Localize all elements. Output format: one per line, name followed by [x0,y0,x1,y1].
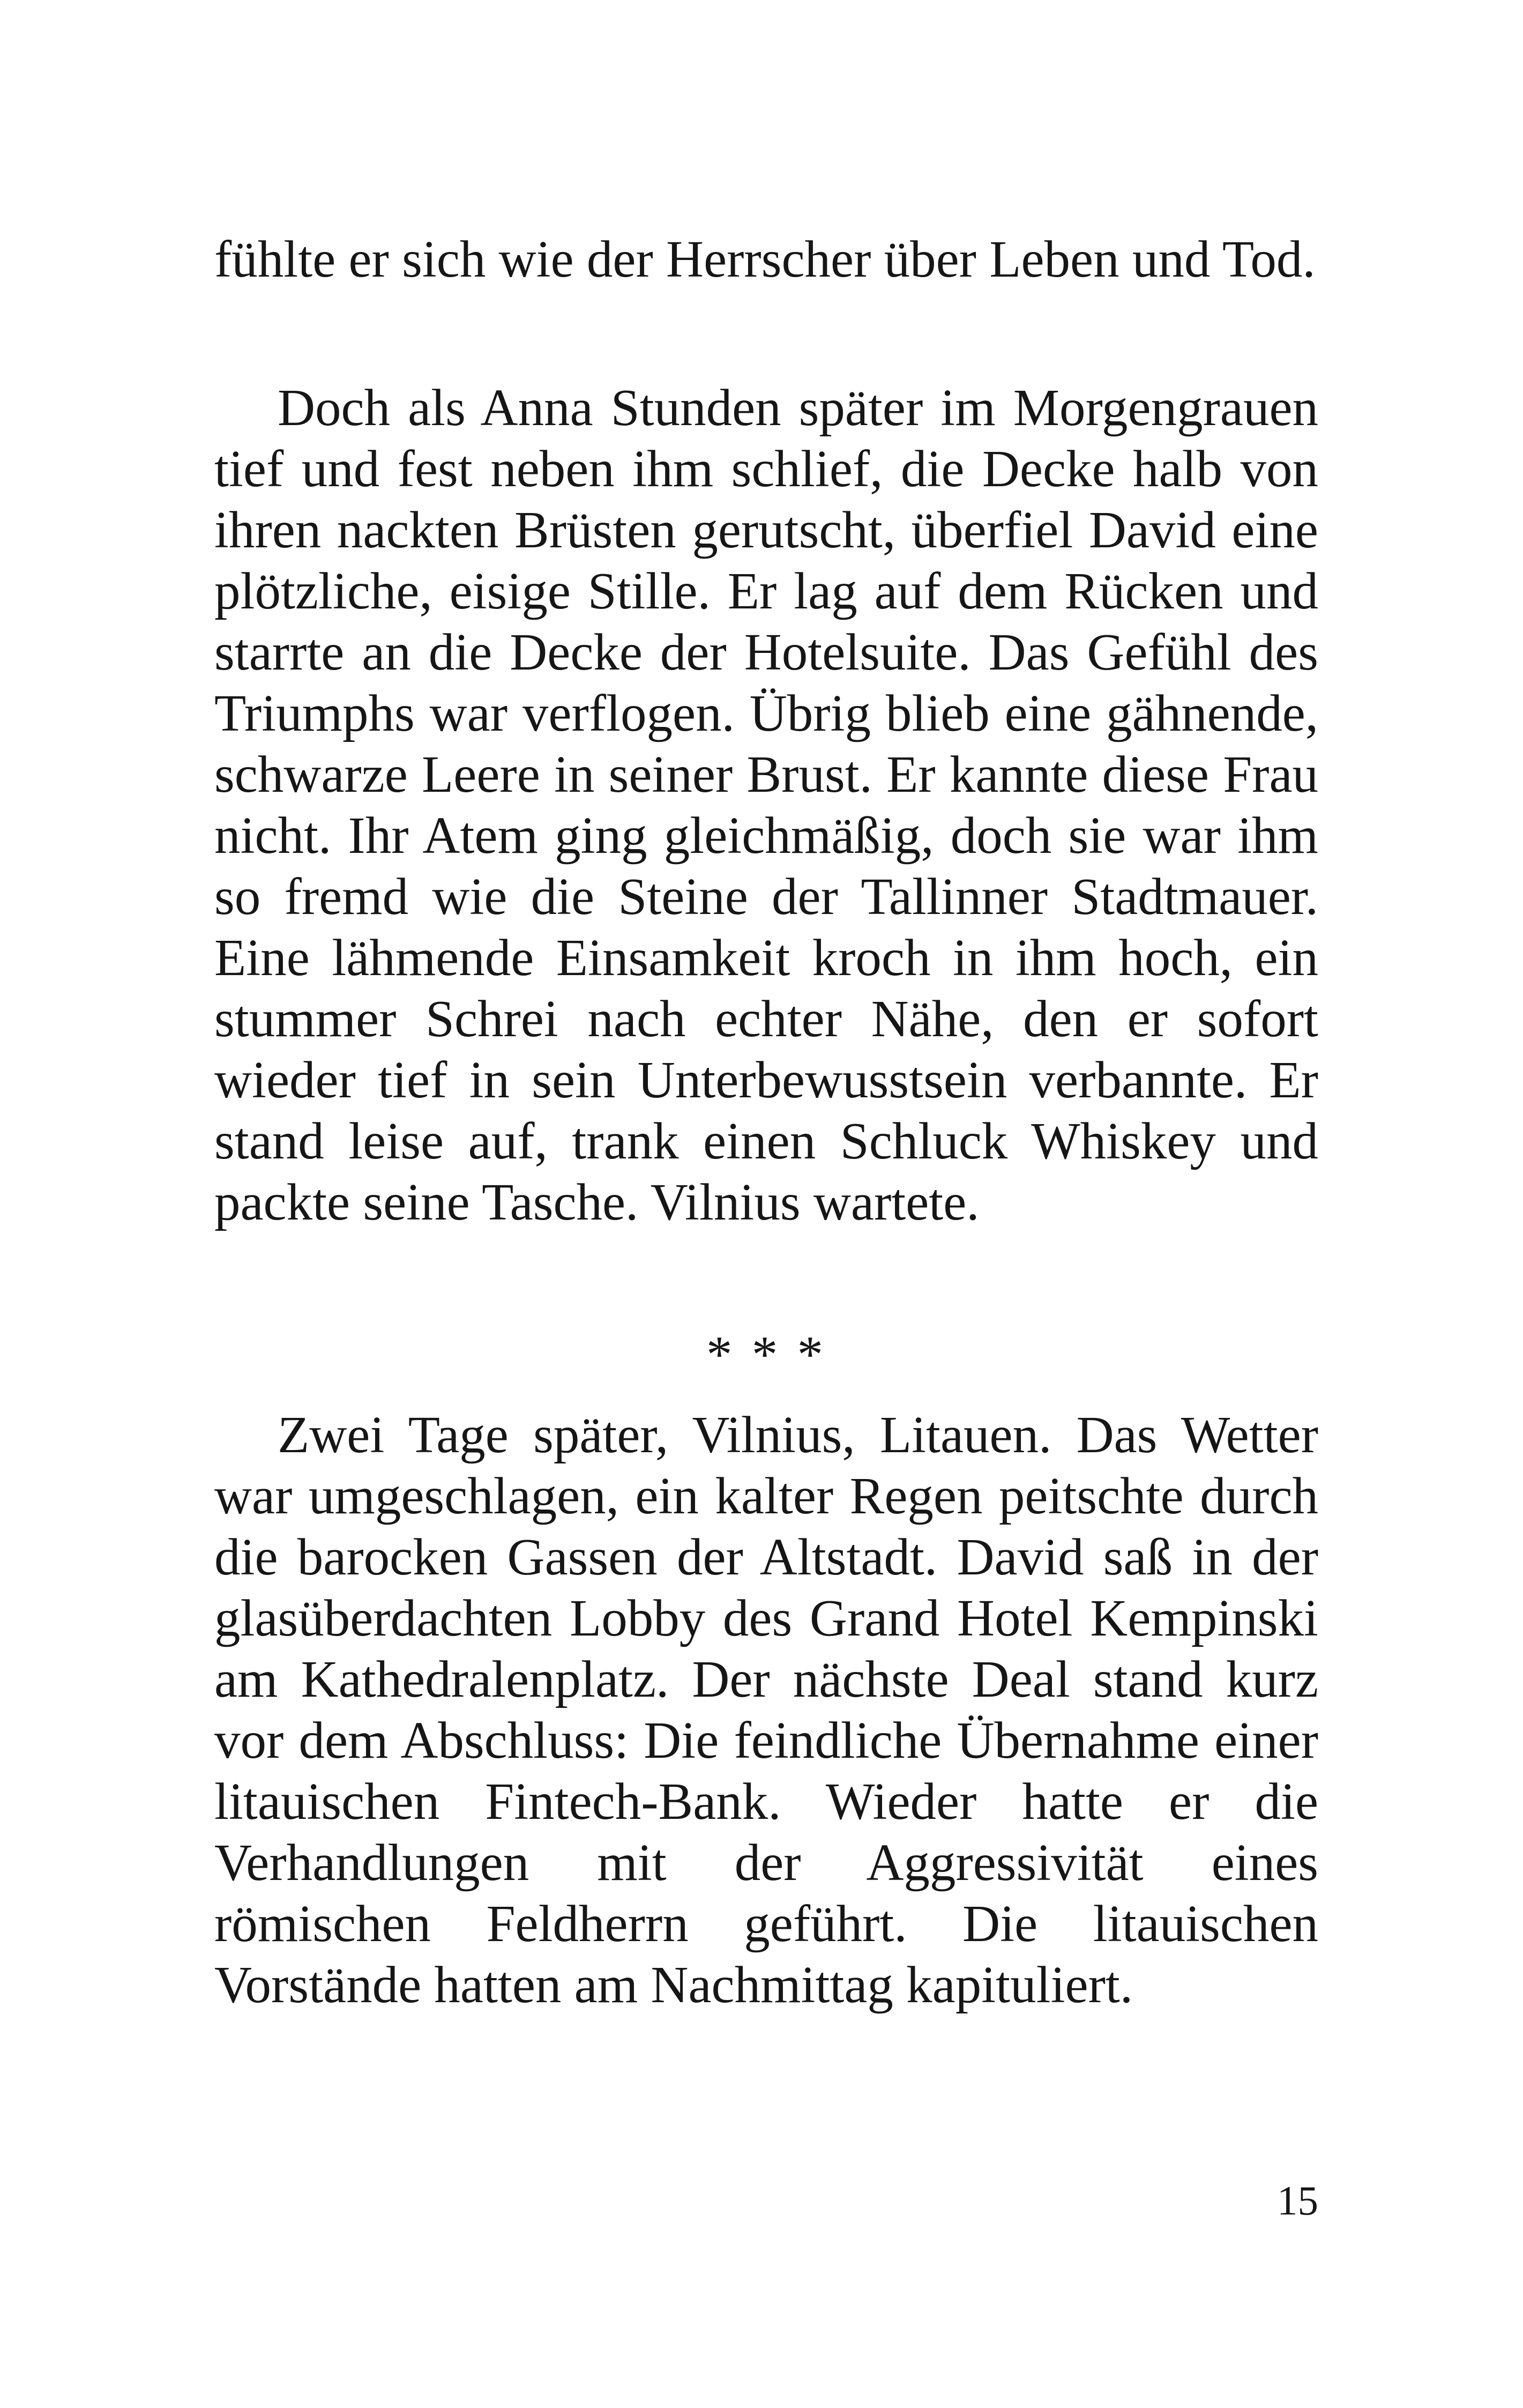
page-number: 15 [1277,2177,1318,2224]
paragraph-text: fühlte er sich wie der Herrscher über Leben und Tod. [214,231,1316,288]
paragraph-continuation [214,229,1318,290]
paragraph-text: Zwei Tage später, Vilnius, Litauen. Das Wetter war umgeschlagen, ein kalter Regen peitschte durch die barocken Gassen der Altstadt. David saß in der glasüberdachten Lobby des Grand Hotel Kempinski am Kathedralenplatz. Der nächste Deal stand kurz vor dem Abschluss: Die feindliche Übernahme einer litauischen Fintech-Bank. Wieder hatte er die Verhandlungen mit der Aggressivität eines römischen Feldherrn geführt. Die litauischen Vorstände hatten am Nachmittag kapituliert. [214,1406,1318,2013]
paragraph-morning [214,377,1318,1233]
paragraph-vilnius [214,1404,1318,2016]
scene-break: * * * [706,1326,826,1383]
paragraph-text: Doch als Anna Stunden später im Morgengrauen tief und fest neben ihm schlief, die Decke halb von ihren nackten Brüsten gerutscht, überfiel David eine plötzliche, eisige Stille. Er lag auf dem Rücken und starrte an die Decke der Hotelsuite. Das Gefühl des Triumphs war verflogen. Übrig blieb eine gähnende, schwarze Leere in seiner Brust. Er kannte diese Frau nicht. Ihr Atem ging gleichmäßig, doch sie war ihm so fremd wie die Steine der Tallinner Stadtmauer. Eine lähmende Einsamkeit kroch in ihm hoch, ein stummer Schrei nach echter Nähe, den er sofort wieder tief in sein Unterbewusstsein verbannte. Er stand leise auf, trank einen Schluck Whiskey und packte seine Tasche. Vilnius wartete. [214,379,1318,1231]
